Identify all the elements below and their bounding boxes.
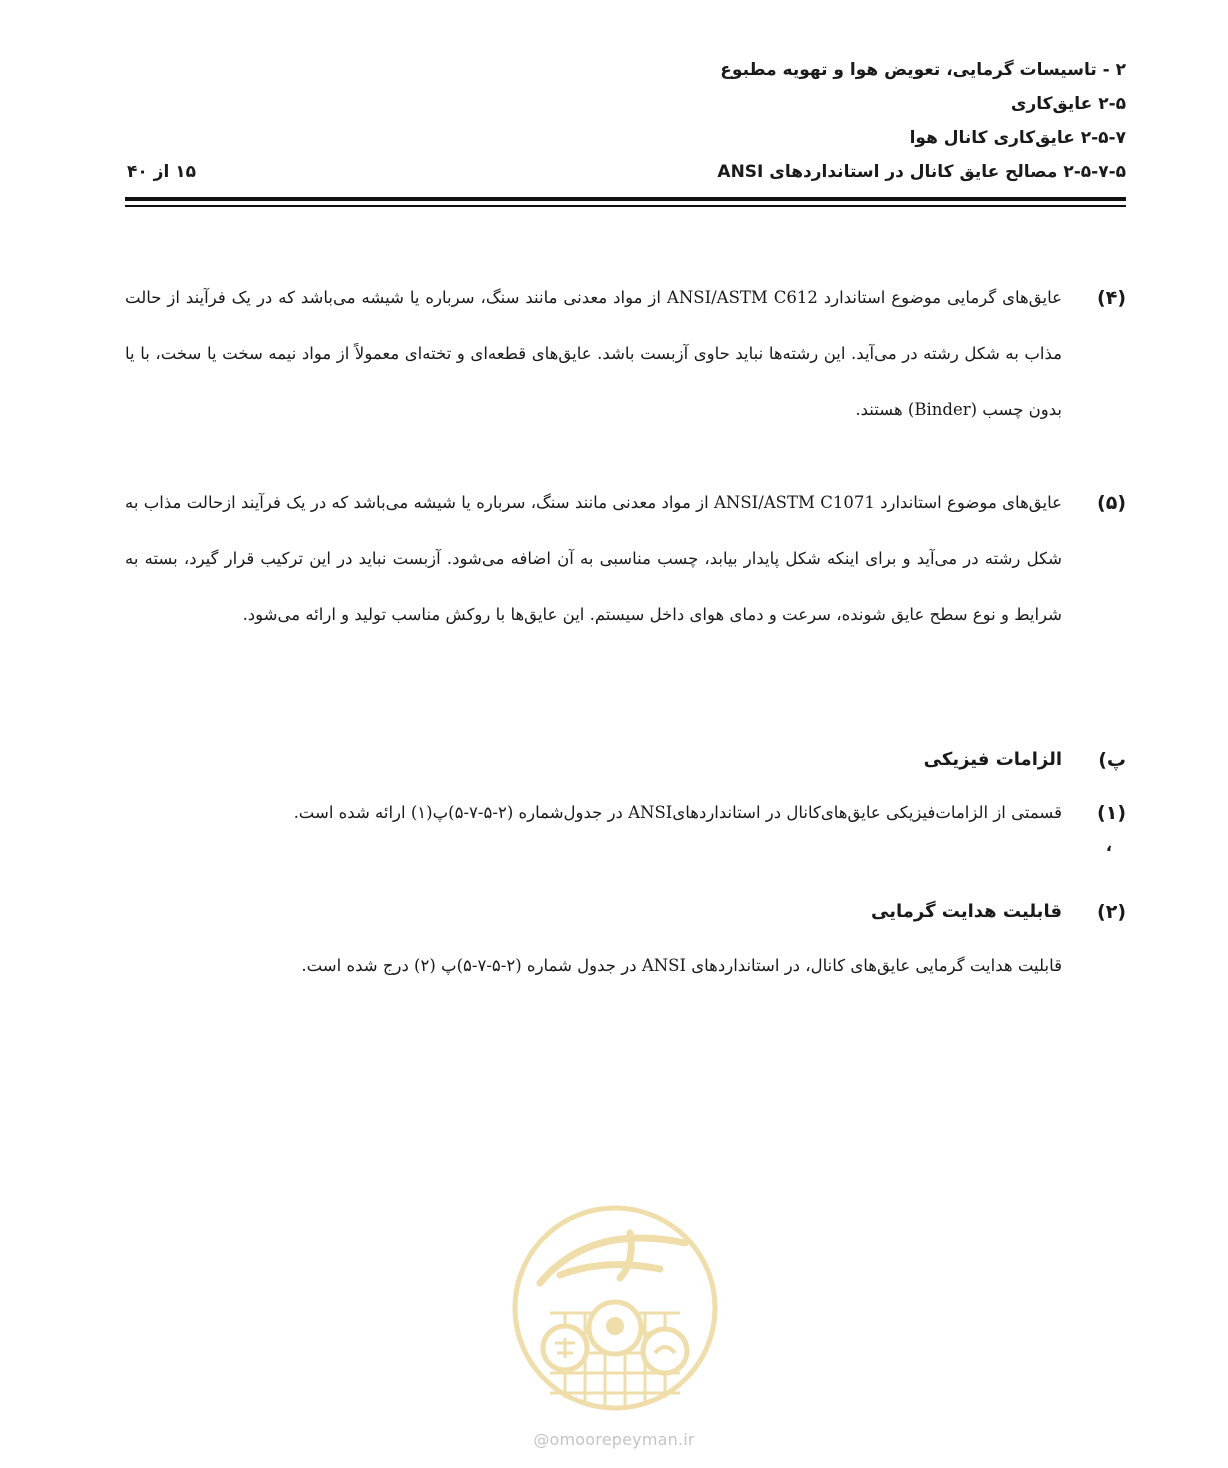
- item-text: قابلیت هدایت گرمایی عایق‌های کانال، در استانداردهای ANSI در جدول شماره (۲-۵-۷-۵)پ (۲) درج شده است.: [301, 956, 1062, 975]
- page-number: ۱۵ از ۴۰: [127, 162, 196, 182]
- header-divider-thin: [125, 205, 1126, 207]
- watermark-url: @omoorepeyman.ir: [533, 1430, 695, 1449]
- document-header: [125, 56, 1126, 206]
- header-divider-thick: [125, 197, 1126, 201]
- section-title: الزامات فیزیکی: [923, 749, 1062, 770]
- section-physical-requirements: [125, 747, 1126, 777]
- stray-mark: ،: [1105, 836, 1112, 855]
- section-label: پ): [1098, 749, 1126, 771]
- sub-item-title: قابلیت هدایت گرمایی: [871, 901, 1062, 922]
- item-number: (۱): [1097, 802, 1126, 824]
- item-number: (۴): [1097, 287, 1126, 309]
- watermark-logo: [510, 1203, 720, 1413]
- header-chapter: ۲ - تاسیسات گرمایی، تعویض هوا و تهویه مطبوع: [720, 60, 1126, 80]
- item-text: قسمتی از الزامات‌فیزیکی عایق‌های‌کانال در استانداردهایANSI در جدول‌شماره (۲-۵-۷-۵)پ‌(۱) ارائه شده است.: [293, 803, 1062, 822]
- sub-item-2-text: [125, 953, 1126, 983]
- paragraph-item-5: [125, 490, 1126, 690]
- item-number: (۵): [1097, 492, 1126, 514]
- header-section: ۲-۵ عایق‌کاری: [1010, 94, 1126, 114]
- header-subsection: ۲-۵-۷ عایق‌کاری کانال هوا: [909, 128, 1126, 148]
- item-number: (۲): [1097, 901, 1126, 923]
- header-topic: ۲-۵-۷-۵ مصالح عایق کانال در استانداردهای ANSI: [717, 162, 1126, 182]
- sub-item-2: [125, 899, 1126, 929]
- sub-item-1: [125, 800, 1126, 870]
- paragraph-item-4: [125, 285, 1126, 435]
- item-text: عایق‌های موضوع استاندارد ANSI/ASTM C1071 از مواد معدنی مانند سنگ، سرباره یا شیشه می‌باشد که در یک فرآیند ازحالت مذاب به شکل رشته در می‌آید و برای اینکه شکل پایدار بیابد، چسب مناسبی به آن اضافه می‌شود. آزبست نباید در این ترکیب قرار گیرد، بسته به شرایط و نوع سطح عایق شونده، سرعت و دمای هوای داخل سیستم. این عایق‌ها با روکش مناسب تولید و ارائه می‌شود.: [125, 493, 1062, 624]
- item-text: عایق‌های گرمایی موضوع استاندارد ANSI/ASTM C612 از مواد معدنی مانند سنگ، سرباره یا شیشه می‌باشد که در یک فرآیند از حالت مذاب به شکل رشته در می‌آید. این رشته‌ها نباید حاوی آزبست باشد. عایق‌های قطعه‌ای و تخته‌ای معمولاً از مواد نیمه سخت یا سخت، با یا بدون چسب (Binder) هستند.: [125, 288, 1062, 419]
